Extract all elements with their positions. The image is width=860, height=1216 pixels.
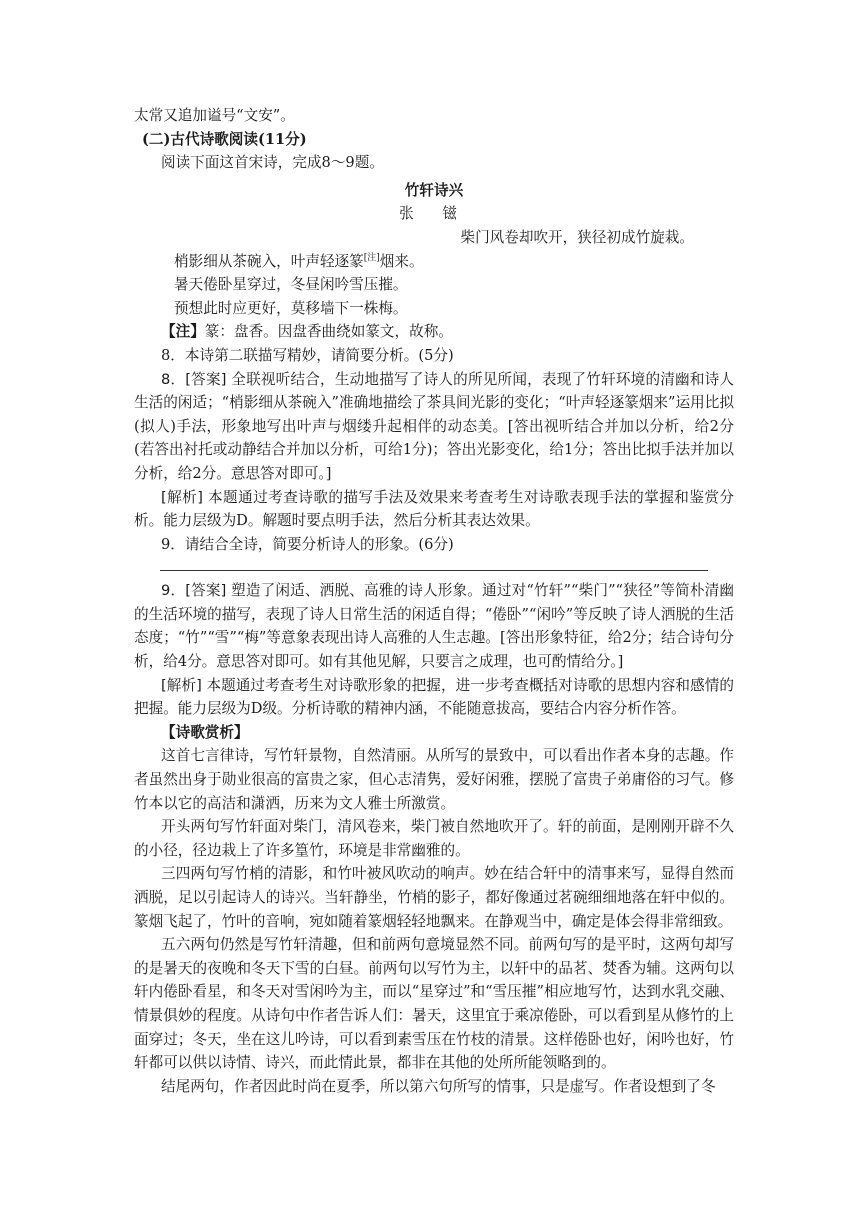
question-9: 9．请结合全诗，简要分析诗人的形象。(6分) (161, 535, 454, 553)
question-8: 8．本诗第二联描写精妙，请简要分析。(5分) (161, 346, 454, 364)
poem-note (134, 320, 734, 344)
answer-9 (134, 579, 734, 673)
section-heading: (二)古代诗歌阅读(11分) (142, 130, 307, 148)
footnote-marker: [注] (363, 252, 380, 263)
poem-line-1: 柴门风卷却吹开，狭径初成竹旋栽。 (460, 228, 694, 246)
document-body (134, 104, 734, 1098)
poem-author: 张 镃 (399, 205, 469, 223)
appreciation-heading: 【诗歌赏析】 (161, 723, 249, 741)
poem-line-2-post: 烟来。 (379, 252, 424, 270)
appreciation-paragraph-4: 五六两句仍然是写竹轩清趣，但和前两句意境显然不同。前两句写的是平时，这两句却写的是暑天的夜晚和冬天下雪的白昼。前两句以写竹为主，以轩中的品茗、焚香为辅。这两句以轩内倦卧看星，和冬天对雪闲吟为主，而以“星穿过”和“雪压摧”相应地写竹，达到水乳交融、情景俱妙的程度。从诗句中作者告诉人们：暑天，这里宜于乘凉倦卧，可以看到星从修竹的上面穿过；冬天，坐在这儿吟诗，可以看到素雪压在竹枝的清景。这样倦卧也好，闲吟也好，竹轩都可以供以诗情、诗兴，而此情此景，都非在其他的处所所能领略到的。 (134, 936, 734, 1072)
analysis-8-text: 本题通过考查诗歌的描写手法及效果来考查考生对诗歌表现手法的掌握和鉴赏分析。能力层级为D。解题时要点明手法，然后分析其表达效果。 (134, 488, 734, 530)
poem-title: 竹轩诗兴 (404, 181, 464, 199)
analysis-8-label: [解析] (161, 488, 203, 506)
appreciation-paragraph-1: 这首七言律诗，写竹轩景物，自然清丽。从所写的景致中，可以看出作者本身的志趣。作者虽然出身于勋业很高的富贵之家，但心志清隽，爱好闲雅，摆脱了富贵子弟庸俗的习气。修竹本以它的高洁和潇洒，历来为文人雅士所激赏。 (134, 747, 734, 812)
poem-line-2-pre: 梢影细从茶碗入，叶声轻逐篆 (174, 252, 364, 270)
poem-line-2 (134, 250, 734, 274)
analysis-9-label: [解析] (161, 676, 202, 694)
appreciation-paragraph-2: 开头两句写竹轩面对柴门，清风卷来，柴门被自然地吹开了。轩的前面，是刚刚开辟不久的小径，径边栽上了许多篁竹，环境是非常幽雅的。 (134, 818, 734, 859)
appreciation-paragraph-5: 结尾两句，作者因此时尚在夏季，所以第六句所写的情事，只是虚写。作者设想到了冬 (161, 1077, 716, 1095)
poem-line-4: 预想此时应更好，莫移墙下一株梅。 (174, 299, 408, 317)
answer-9-text: 塑造了闲适、洒脱、高雅的诗人形象。通过对“竹轩”“柴门”“狭径”等简朴清幽的生活环境的描写，表现了诗人日常生活的闲适自得；“倦卧”“闲吟”等反映了诗人洒脱的生活态度；“竹”“雪”“梅”等意象表现出诗人高雅的人生志趣。[答出形象特征，给2分；结合诗句分析，给4分。意思答对即可。如有其他见解，只要言之成理，也可酌情给分。] (134, 582, 734, 671)
answer-line (160, 570, 708, 571)
analysis-9-text: 本题通过考查考生对诗歌形象的把握，进一步考查概括对诗歌的思想内容和感情的把握。能力层级为D级。分析诗歌的精神内涵，不能随意拔高，要结合内容分析作答。 (134, 676, 734, 718)
poem-line-3: 暑天倦卧星穿过，冬昼闲吟雪压摧。 (174, 276, 408, 294)
appreciation-paragraph-3: 三四两句写竹梢的清影，和竹叶被风吹动的响声。妙在结合轩中的清事来写，显得自然而洒脱，足以引起诗人的诗兴。当轩静坐，竹梢的影子，都好像通过茗碗细细地落在轩中似的。篆烟飞起了，竹叶的音响，宛如随着篆烟轻轻地飘来。在静观当中，确定是体会得非常细致。 (134, 865, 734, 930)
answer-8-text: 全联视听结合，生动地描写了诗人的所见所闻，表现了竹轩环境的清幽和诗人生活的闲适；“梢影细从茶碗入”准确地描绘了茶具间光影的变化；“叶声轻逐篆烟来”运用比拟(拟人)手法，形象地写出叶声与烟缕升起相伴的动态美。[答出视听结合并加以分析，给2分(若答出衬托或动静结合并加以分析，可给1分)；答出光影变化，给1分；答出比拟手法并加以分析，给2分。意思答对即可。] (134, 370, 734, 482)
intro-tail: 太常又追加谥号“文安”。 (134, 107, 295, 124)
note-label: 【注】 (161, 323, 205, 341)
analysis-9 (134, 674, 734, 721)
answer-9-label: 9．[答案] (161, 582, 227, 600)
analysis-8 (134, 486, 734, 533)
note-text: 篆：盘香。因盘香曲绕如篆文，故称。 (204, 323, 453, 341)
instruction: 阅读下面这首宋诗，完成8～9题。 (161, 154, 384, 172)
answer-8 (134, 368, 734, 486)
answer-8-label: 8．[答案] (161, 370, 227, 388)
